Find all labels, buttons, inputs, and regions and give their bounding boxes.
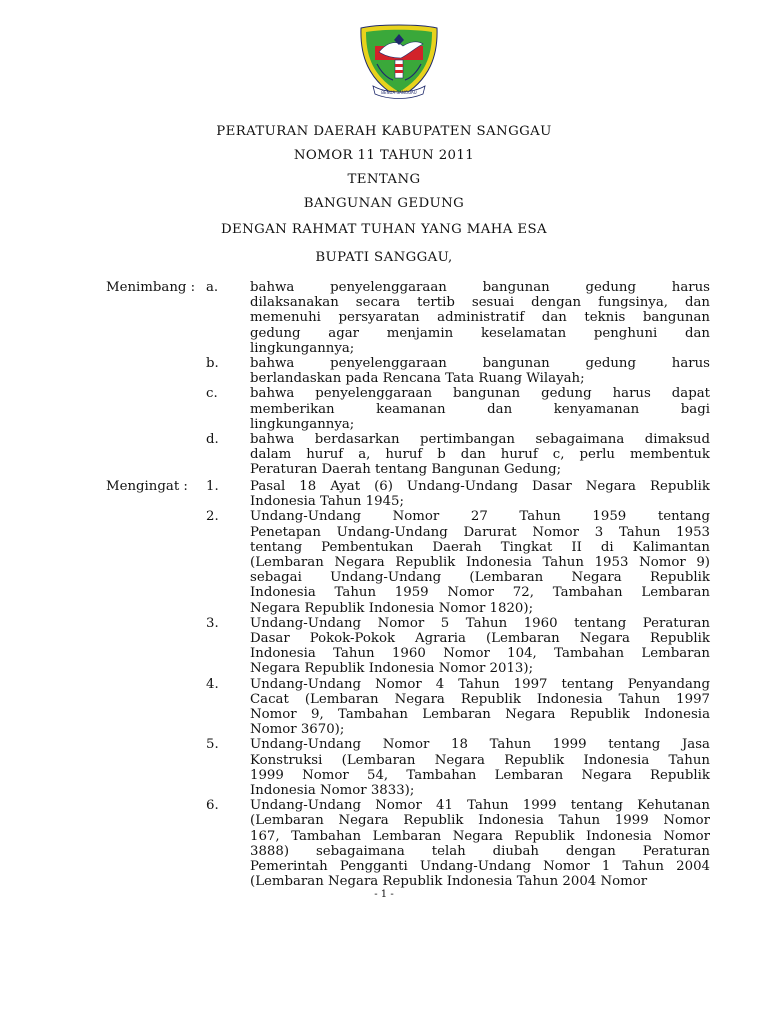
mengingat-section <box>106 479 710 889</box>
menimbang-label: Menimbang : <box>106 280 196 295</box>
text-line: memberikan keamanan dan kenyamanan bagi <box>250 401 710 417</box>
text-line: dilaksanakan secara tertib sesuai dengan fungsinya, dan <box>250 295 710 311</box>
mengingat-item <box>106 677 710 738</box>
menimbang-item <box>106 356 710 386</box>
text-line: Indonesia Tahun 1960 Nomor 104, Tambahan Lembaran <box>250 646 710 662</box>
text-line: Cacat (Lembaran Negara Republik Indonesia Tahun 1997 <box>250 691 710 707</box>
text-line: Dasar Pokok-Pokok Agraria (Lembaran Negara Republik <box>250 631 710 647</box>
text-line: Pemerintah Pengganti Undang-Undang Nomor 1 Tahun 2004 <box>250 859 710 875</box>
text-line: bahwa penyelenggaraan bangunan gedung harus <box>250 280 710 295</box>
text-line: Peraturan Daerah tentang Bangunan Gedung; <box>250 462 562 478</box>
text-line: dalam huruf a, huruf b dan huruf c, perlu membentuk <box>250 447 710 463</box>
text-line: gedung agar menjamin keselamatan penghuni dan <box>250 325 710 341</box>
mengingat-label: Mengingat : <box>106 479 188 494</box>
text-line: Indonesia Tahun 1945; <box>250 494 404 510</box>
mengingat-item-marker: 4. <box>206 676 219 692</box>
invocation: DENGAN RAHMAT TUHAN YANG MAHA ESA <box>220 222 548 237</box>
mengingat-item-text <box>250 677 710 738</box>
text-line: lingkungannya; <box>250 416 355 432</box>
mengingat-item-text <box>250 798 710 889</box>
regulation-title: PERATURAN DAERAH KABUPATEN SANGGAU <box>216 124 552 139</box>
text-line: bahwa berdasarkan pertimbangan sebagaimana dimaksud <box>250 432 710 448</box>
mengingat-item-marker: 6. <box>206 798 219 814</box>
mengingat-item-marker: 2. <box>206 509 219 525</box>
text-line: Nomor 3670); <box>250 722 345 738</box>
menimbang-item-marker: c. <box>206 386 218 402</box>
mengingat-item <box>106 616 710 677</box>
menimbang-item <box>106 386 710 432</box>
regulation-tentang: TENTANG <box>347 172 421 187</box>
menimbang-section <box>106 280 710 478</box>
menimbang-item-marker: d. <box>206 432 219 448</box>
mengingat-item-marker: 5. <box>206 737 219 753</box>
text-line: Negara Republik Indonesia Nomor 1820); <box>250 600 534 616</box>
mengingat-item-marker: 1. <box>206 479 219 494</box>
text-line: bahwa penyelenggaraan bangunan gedung harus dapat <box>250 386 710 402</box>
menimbang-item-marker: a. <box>206 280 219 295</box>
text-line: Undang-Undang Nomor 18 Tahun 1999 tentang Jasa <box>250 737 710 753</box>
text-line: 167, Tambahan Lembaran Negara Republik Indonesia Nomor <box>250 828 710 844</box>
menimbang-item-marker: b. <box>206 356 219 372</box>
text-line: Indonesia Nomor 3833); <box>250 783 415 799</box>
menimbang-item-text <box>250 432 710 478</box>
menimbang-item-text <box>250 356 710 386</box>
mengingat-item-marker: 3. <box>206 615 219 631</box>
text-line: tentang Pembentukan Daerah Tingkat II di Kalimantan <box>250 539 710 555</box>
text-line: 3888) sebagaimana telah diubah dengan Peraturan <box>250 843 710 859</box>
mengingat-item <box>106 737 710 798</box>
text-line: Konstruksi (Lembaran Negara Republik Indonesia Tahun <box>250 752 710 768</box>
regulation-subject: BANGUNAN GEDUNG <box>303 196 465 211</box>
text-line: Nomor 9, Tambahan Lembaran Negara Republik Indonesia <box>250 707 710 723</box>
text-line: Penetapan Undang-Undang Darurat Nomor 3 Tahun 1953 <box>250 524 710 540</box>
text-line: Pasal 18 Ayat (6) Undang-Undang Dasar Negara Republik <box>250 479 710 494</box>
svg-text:BENUA SANGGAU: BENUA SANGGAU <box>381 90 417 95</box>
text-line: 1999 Nomor 54, Tambahan Lembaran Negara Republik <box>250 767 710 783</box>
mengingat-item-text <box>250 737 710 798</box>
kabupaten-sanggau-emblem <box>357 24 441 102</box>
text-line: sebagai Undang-Undang (Lembaran Negara Republik <box>250 570 710 586</box>
mengingat-item <box>106 509 710 615</box>
mengingat-item-text <box>250 509 710 615</box>
mengingat-item-text <box>250 479 710 509</box>
text-line: (Lembaran Negara Republik Indonesia Tahun 1953 Nomor 9) <box>250 555 710 571</box>
text-line: bahwa penyelenggaraan bangunan gedung harus <box>250 356 710 372</box>
menimbang-item-text <box>250 280 710 356</box>
text-line: Negara Republik Indonesia Nomor 2013); <box>250 661 534 677</box>
mengingat-item-text <box>250 616 710 677</box>
text-line: Undang-Undang Nomor 5 Tahun 1960 tentang Peraturan <box>250 615 710 631</box>
menimbang-item <box>106 280 710 356</box>
page-number: - 1 - <box>374 889 394 900</box>
official-title: BUPATI SANGGAU, <box>315 250 453 265</box>
text-line: (Lembaran Negara Republik Indonesia Tahun 1999 Nomor <box>250 813 710 829</box>
mengingat-item <box>106 798 710 889</box>
text-line: Indonesia Tahun 1959 Nomor 72, Tambahan Lembaran <box>250 585 710 601</box>
text-line: Undang-Undang Nomor 27 Tahun 1959 tentang <box>250 509 710 525</box>
text-line: Undang-Undang Nomor 4 Tahun 1997 tentang Penyandang <box>250 676 710 692</box>
menimbang-item-text <box>250 386 710 432</box>
menimbang-item <box>106 432 710 478</box>
text-line: berlandaskan pada Rencana Tata Ruang Wilayah; <box>250 371 585 387</box>
text-line: memenuhi persyaratan administratif dan teknis bangunan <box>250 310 710 326</box>
text-line: lingkungannya; <box>250 340 355 356</box>
mengingat-item <box>106 479 710 509</box>
text-line: Undang-Undang Nomor 41 Tahun 1999 tentang Kehutanan <box>250 798 710 814</box>
regulation-number: NOMOR 11 TAHUN 2011 <box>293 148 475 163</box>
coat-of-arms-icon <box>357 24 441 102</box>
text-line: (Lembaran Negara Republik Indonesia Tahun 2004 Nomor <box>250 874 648 890</box>
